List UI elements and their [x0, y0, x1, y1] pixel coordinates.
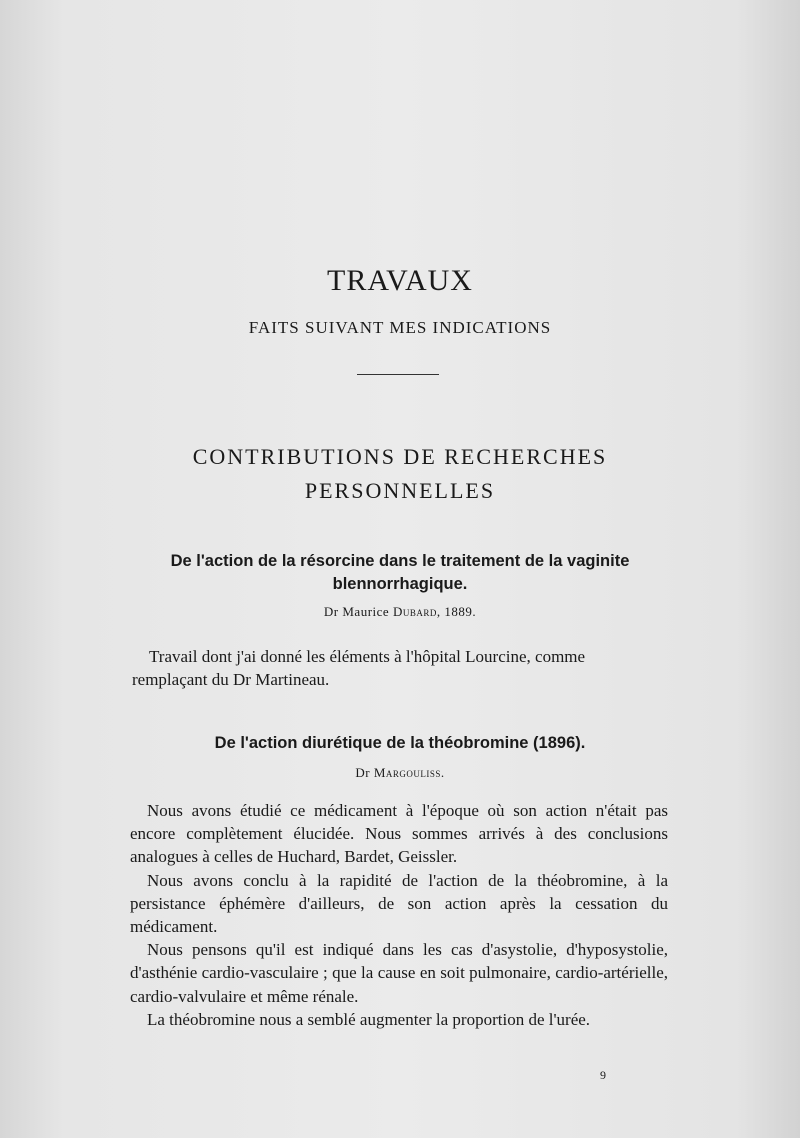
article1-author — [0, 604, 800, 620]
article2-paragraph-1: Nous avons étudié ce médicament à l'époque où son action n'était pas encore complètement élucidée. Nous sommes arrivés à des conclusions analogues à celles de Huchard, Bardet, Geissler. — [130, 801, 668, 867]
article1-title-line1: De l'action de la résorcine dans le traitement de la vaginite — [170, 552, 630, 570]
article1-author-year: , 1889. — [436, 604, 477, 619]
section-heading-line1: CONTRIBUTIONS DE RECHERCHES — [192, 444, 608, 469]
article1-body-line2: remplaçant du Dr Martineau. — [132, 670, 330, 690]
article1-body — [132, 645, 666, 691]
page-number: 9 — [600, 1068, 606, 1082]
article1-title-line2: blennorrhagique. — [332, 575, 468, 593]
article2-body — [130, 799, 668, 1031]
article2-paragraph-2: Nous avons conclu à la rapidité de l'action de la théobromine, à la persistance éphémère d'ailleurs, de son action après la cessation du médicament. — [130, 870, 668, 937]
article1-author-name: Dubard — [392, 604, 437, 619]
article2-author-prefix: Dr — [355, 765, 371, 780]
article2-title: De l'action diurétique de la théobromine (1896). — [214, 734, 586, 752]
page-subtitle: FAITS SUIVANT MES INDICATIONS — [248, 318, 552, 337]
article1-author-prefix: Dr Maurice — [323, 604, 390, 619]
article1-body-line1: Travail dont j'ai donné les éléments à l'hôpital Lourcine, comme — [149, 647, 586, 666]
page-title: TRAVAUX — [327, 264, 473, 297]
divider-rule — [357, 374, 439, 375]
article2-author-name: Margouliss. — [373, 765, 445, 780]
section-heading-line2: PERSONNELLES — [304, 478, 496, 503]
article2-paragraph-3: Nous pensons qu'il est indiqué dans les cas d'asystolie, d'hyposystolie, d'asthénie cardio-vasculaire ; que la cause en soit pulmonaire, cardio-artérielle, cardio-valvulaire et même rénale. — [130, 940, 668, 1006]
article1-title — [130, 550, 670, 596]
article2-paragraph-4: La théobromine nous a semblé augmenter la proportion de l'urée. — [147, 1009, 591, 1029]
article2-author — [0, 765, 800, 781]
section-heading — [0, 440, 800, 508]
